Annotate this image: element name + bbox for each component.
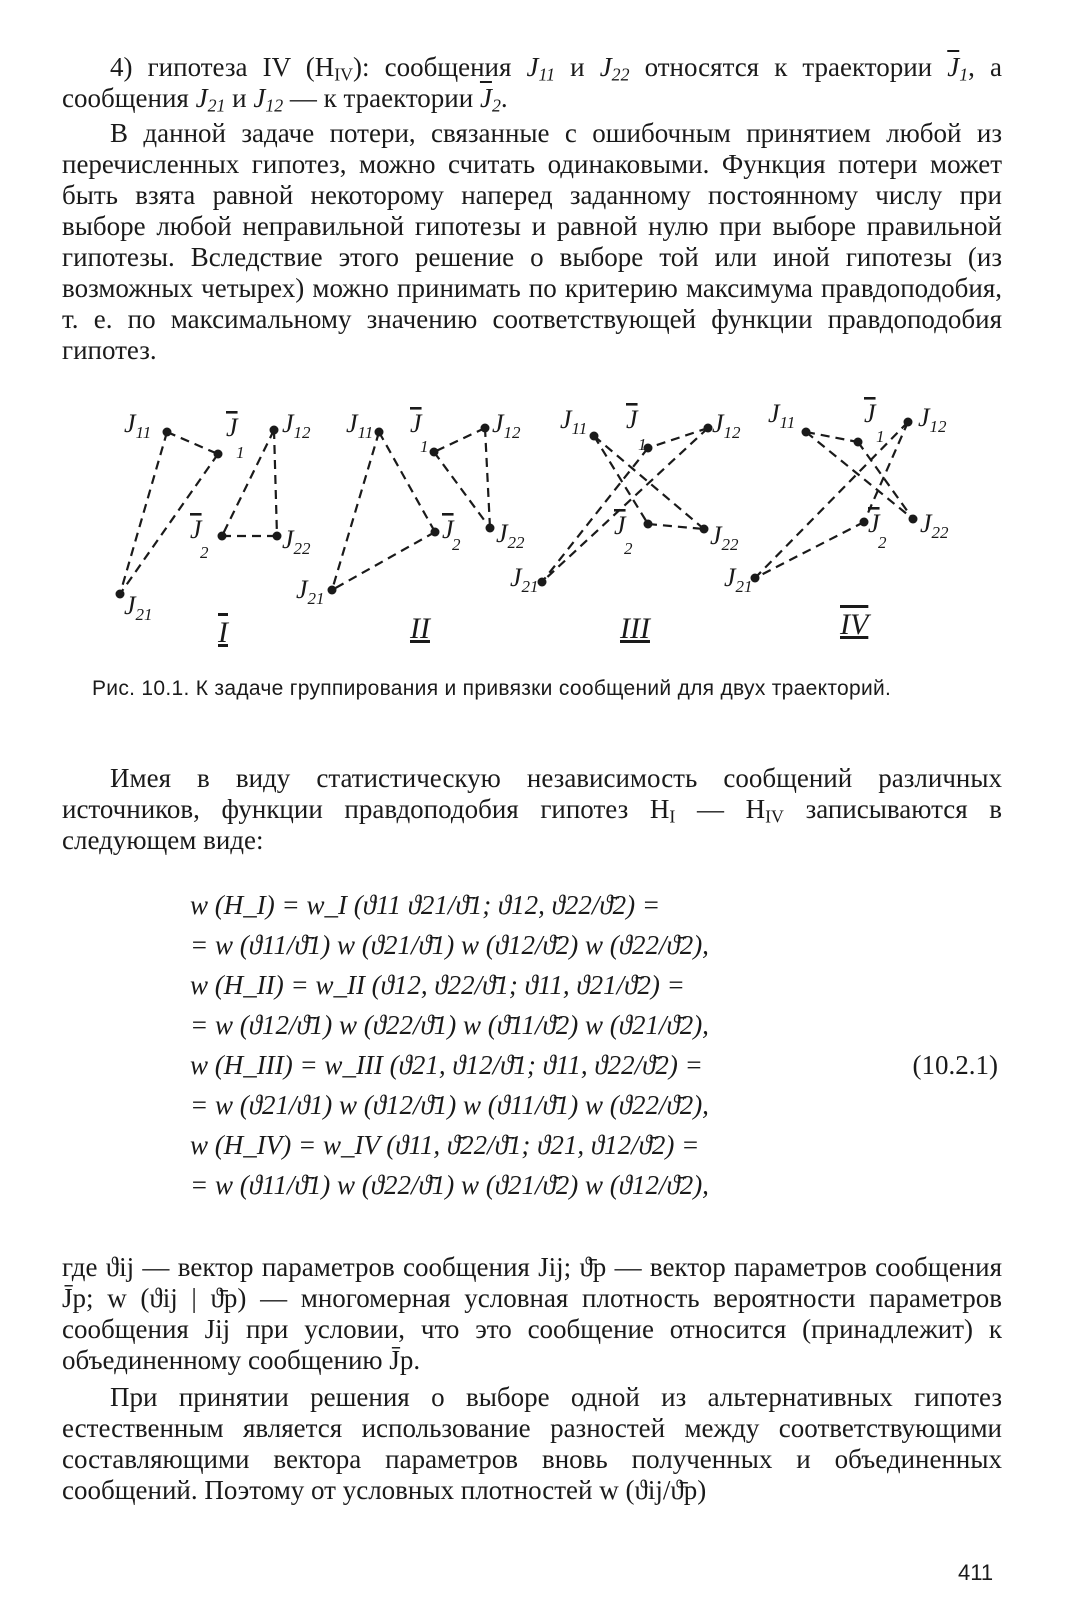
svg-text:J: J (868, 509, 880, 538)
svg-text:J: J (442, 515, 454, 544)
hypothesis-iv-text: 4) гипотеза IV $(H_{IV})$: сообщения $J_{11}$ и $J_{22}$ относятся к траектории $\overline{J}_1$, а сообщения $J_{21}$ и $J_{12}$ — к траектории $\overline{J}_2$. (62, 52, 1002, 116)
equation-line-5: w (H_III) = w_III (ϑ21, ϑ12/ϑ̄1; ϑ11, ϑ22/ϑ̄2) = (190, 1050, 703, 1080)
hypothesis-iv-paragraph (62, 52, 1002, 114)
svg-text:J: J (864, 399, 876, 428)
svg-text:J22: $J_{22}$ (282, 525, 311, 558)
equation-line-4: = w (ϑ12/ϑ̄1) w (ϑ22/ϑ̄1) w (ϑ̄11/ϑ̄2) w (ϑ21/ϑ̄2), (190, 1010, 709, 1040)
equation-line-2: = w (ϑ11/ϑ̄1) w (ϑ21/ϑ̄1) w (ϑ12/ϑ̄2) w (ϑ22/ϑ̄2), (190, 930, 709, 960)
svg-text:2: 2 (200, 543, 209, 562)
svg-text:2: 2 (452, 535, 461, 554)
equation-line-6: = w (ϑ21/ϑ1) w (ϑ12/ϑ̄1) w (ϑ11/ϑ̄1) w (ϑ22/ϑ̄2), (190, 1090, 709, 1120)
svg-text:1: 1 (420, 437, 429, 456)
svg-text:1: 1 (638, 435, 647, 454)
svg-text:J: J (626, 405, 638, 434)
svg-text:1: 1 (236, 443, 245, 462)
definitions-paragraph (62, 1252, 1002, 1376)
definitions-text: где ϑij — вектор параметров сообщения Jij; ϑ̄p — вектор параметров сообщения J̄p; w (ϑij | ϑ̄p) — многомерная условная плотность вероятности параметров сообщения Jij при условии, что это сообщение относится (принадлежит) к объединенному сообщению J̄p. (62, 1252, 1002, 1375)
svg-text:J11: $J_{11}$ (124, 409, 152, 442)
panel-label-iii: III (620, 612, 650, 645)
svg-text:J22: $J_{22}$ (496, 519, 525, 552)
equation-number: (10.2.1) (912, 1050, 998, 1080)
svg-text:J12: $J_{12}$ (282, 409, 311, 442)
svg-text:J11: $J_{11}$ (768, 399, 796, 432)
svg-text:J12: $J_{12}$ (492, 409, 521, 442)
panel-label-i: I (218, 616, 228, 649)
decision-text: При принятии решения о выборе одной из альтернативных гипотез естественным является использование разностей между соответствующими составляющими вектора параметров вновь полученных и объединенных сообщений. Поэтому от условных плотностей w (ϑij/ϑ̄p) (62, 1382, 1002, 1505)
svg-text:J21: $J_{21}$ (510, 563, 539, 596)
svg-text:J21: $J_{21}$ (124, 591, 153, 624)
panel-label-iv: IV (840, 608, 869, 641)
equation-line-3: w (H_II) = w_II (ϑ12, ϑ22/ϑ̄1; ϑ11, ϑ21/ϑ̄2) = (190, 970, 685, 1000)
equation-block-10-2-1 (190, 885, 1010, 1205)
svg-text:J: J (190, 515, 202, 544)
decision-paragraph (62, 1382, 1002, 1506)
figure-10-1 (100, 392, 980, 654)
likelihood-intro-text: Имея в виду статистическую независимость сообщений различных источников, функции правдоподобия гипотез $H_I$ — $H_{IV}$ записываются в следующем виде: (62, 763, 1003, 855)
svg-text:J11: $J_{11}$ (346, 409, 374, 442)
equation-line-7: w (H_IV) = w_IV (ϑ11, ϑ̄22/ϑ̄1; ϑ21, ϑ12/ϑ̄2) = (190, 1130, 700, 1160)
page-number: 411 (958, 1560, 994, 1585)
svg-text:J12: $J_{12}$ (918, 403, 947, 436)
svg-text:2: 2 (878, 533, 887, 552)
svg-text:J21: $J_{21}$ (296, 575, 325, 608)
loss-function-text: В данной задаче потери, связанные с ошибочным принятием любой из перечисленных гипотез, можно считать одинаковыми. Функция потери может быть взята равной некоторому наперед заданному постоянному числу при выборе любой неправильной гипотезы и равной нулю при выборе правильной гипотезы. Вследствие этого решение о выборе той или иной гипотезы (из возможных четырех) можно принимать по критерию максимума правдоподобия, т. е. по максимальному значению соответствующей функции правдоподобия гипотез. (62, 118, 1002, 365)
equation-line-5-row (190, 1045, 1010, 1085)
svg-text:J: J (614, 511, 626, 540)
equation-line-8: = w (ϑ11/ϑ̄1) w (ϑ22/ϑ̄1) w (ϑ21/ϑ̄2) w (ϑ12/ϑ̄2), (190, 1170, 709, 1200)
svg-text:J21: $J_{21}$ (724, 563, 753, 596)
svg-text:J: J (226, 413, 238, 442)
equation-line-1: w (H_I) = w_I (ϑ11 ϑ21/ϑ̄1; ϑ12, ϑ22/ϑ̄2) = (190, 890, 661, 920)
svg-text:1: 1 (876, 427, 885, 446)
figure-caption: Рис. 10.1. К задаче группирования и привязки сообщений для двух траекторий. (92, 677, 892, 700)
svg-text:J12: $J_{12}$ (712, 409, 741, 442)
panel-label-ii: II (410, 612, 430, 645)
svg-text:2: 2 (624, 539, 633, 558)
likelihood-intro-paragraph (62, 763, 1002, 856)
svg-text:J22: $J_{22}$ (710, 521, 739, 554)
svg-text:J22: $J_{22}$ (920, 509, 949, 542)
svg-text:J: J (410, 409, 422, 438)
loss-function-paragraph (62, 118, 1002, 366)
svg-text:J11: $J_{11}$ (560, 405, 588, 438)
